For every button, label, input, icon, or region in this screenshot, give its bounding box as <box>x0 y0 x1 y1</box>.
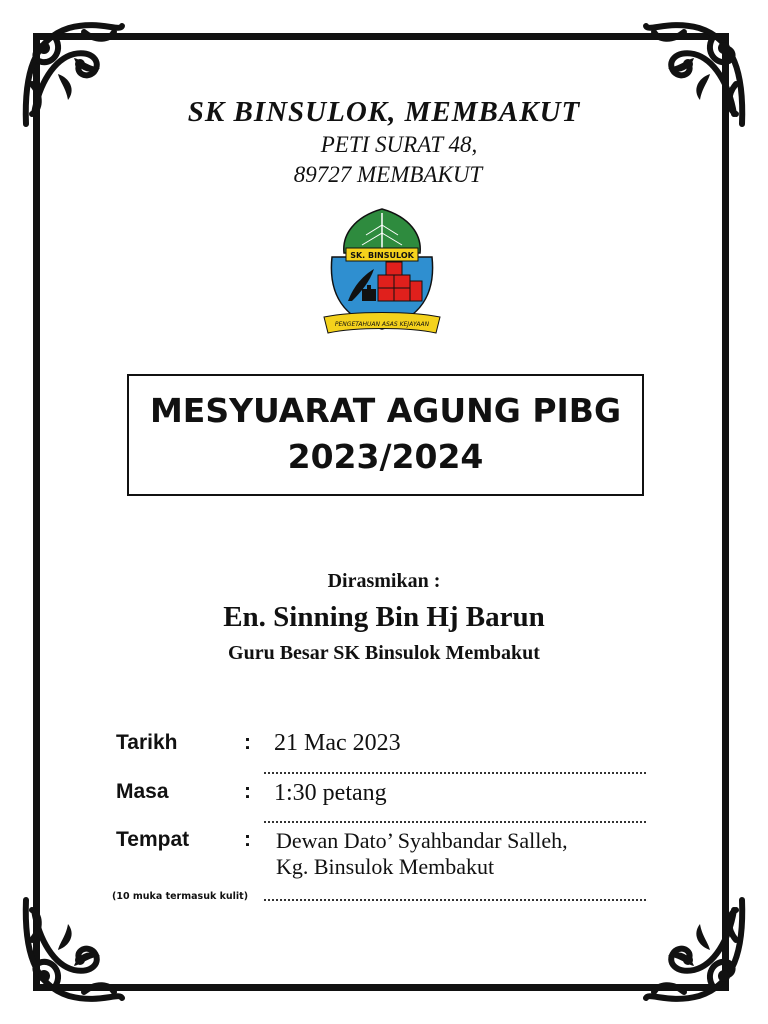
time-colon: : <box>244 780 251 803</box>
venue-line-2: Kg. Binsulok Membakut <box>276 854 495 879</box>
meeting-title-box <box>127 374 644 496</box>
page-count-note: (10 muka termasuk kulit) <box>112 891 249 902</box>
venue-colon: : <box>244 828 251 851</box>
date-label: Tarikh <box>116 731 178 754</box>
venue-dotted-line <box>264 899 646 901</box>
time-value: 1:30 petang <box>274 780 387 806</box>
address-line-2: 89727 MEMBAKUT <box>293 162 483 187</box>
officiate-label: Dirasmikan : <box>327 570 441 592</box>
ornamental-scroll-corner-icon <box>14 890 134 1010</box>
date-dotted-line <box>264 772 646 774</box>
date-value: 21 Mac 2023 <box>274 730 401 756</box>
officiate-name: En. Sinning Bin Hj Barun <box>223 601 545 633</box>
date-colon: : <box>244 731 251 754</box>
venue-label: Tempat <box>116 828 190 851</box>
officiate-role: Guru Besar SK Binsulok Membakut <box>228 642 540 664</box>
meeting-title: MESYUARAT AGUNG PIBG <box>149 391 622 430</box>
address-line-1: PETI SURAT 48, <box>320 132 478 157</box>
venue-line-1: Dewan Dato’ Syahbandar Salleh, <box>276 828 568 853</box>
school-name: SK BINSULOK, MEMBAKUT <box>187 96 581 128</box>
time-dotted-line <box>264 821 646 823</box>
crest-banner-text: SK. BINSULOK <box>350 251 414 260</box>
time-label: Masa <box>116 780 169 803</box>
meeting-year: 2023/2024 <box>287 437 484 476</box>
crest-motto: PENGETAHUAN ASAS KEJAYAAN <box>334 321 430 328</box>
ornamental-scroll-corner-icon <box>634 890 754 1010</box>
school-crest-icon <box>314 205 450 351</box>
